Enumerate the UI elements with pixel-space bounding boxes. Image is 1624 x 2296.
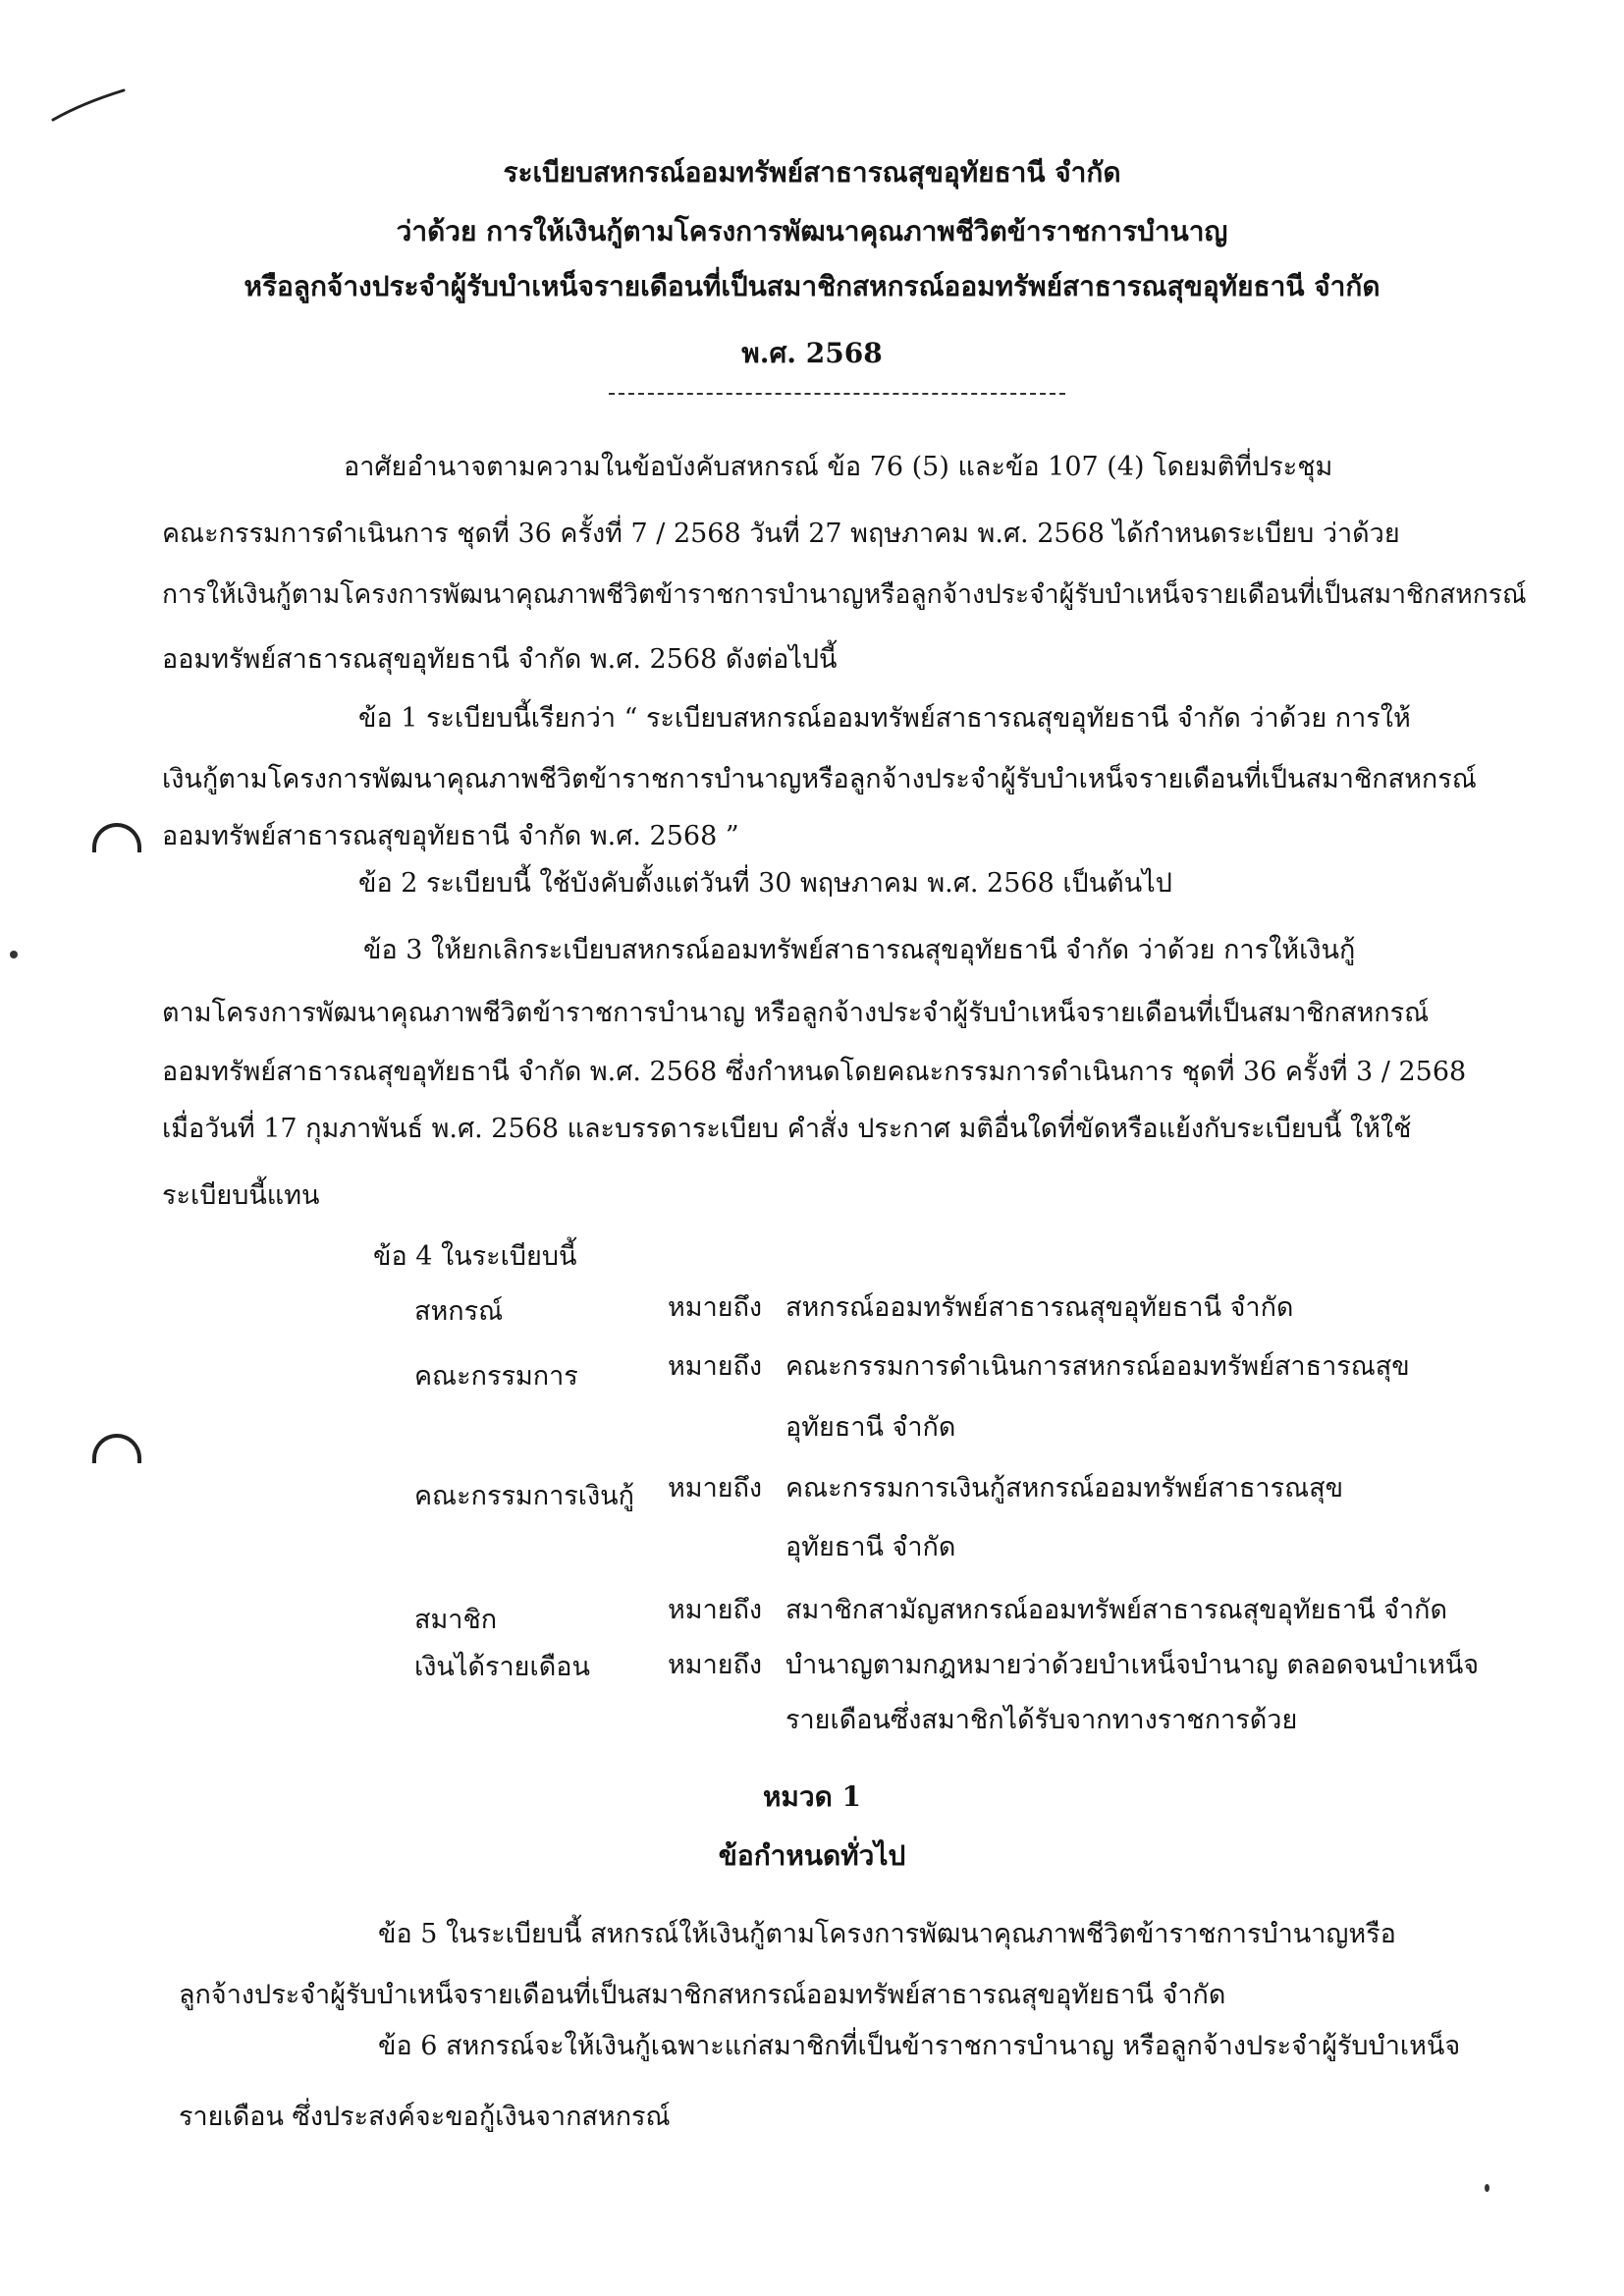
clause3-line: ระเบียบนี้แทน — [162, 1180, 320, 1211]
preamble-line: ออมทรัพย์สาธารณสุขอุทัยธานี จำกัด พ.ศ. 2568 ดังต่อไปนี้ — [162, 644, 838, 675]
definition-text: อุทัยธานี จำกัด — [785, 1412, 956, 1443]
clause3-line: ข้อ 3 ให้ยกเลิกระเบียบสหกรณ์ออมทรัพย์สาธารณสุขอุทัยธานี จำกัด ว่าด้วย การให้เงินกู้ — [363, 935, 1356, 965]
clause3-line: เมื่อวันที่ 17 กุมภาพันธ์ พ.ศ. 2568 และบรรดาระเบียบ คำสั่ง ประกาศ มติอื่นใดที่ขัดหรือแย้งกับระเบียบนี้ ให้ใช้ — [162, 1114, 1412, 1144]
preamble-line: อาศัยอำนาจตามความในข้อบังคับสหกรณ์ ข้อ 76 (5) และข้อ 107 (4) โดยมติที่ประชุม — [344, 452, 1333, 482]
definition-term: เงินได้รายเดือน — [414, 1652, 590, 1682]
definition-term: คณะกรรมการ — [414, 1361, 578, 1392]
definition-term: คณะกรรมการเงินกู้ — [414, 1481, 634, 1511]
document-title-line1: ระเบียบสหกรณ์ออมทรัพย์สาธารณสุขอุทัยธานี จำกัด — [503, 156, 1121, 189]
speck-mark — [10, 951, 18, 958]
clause3-line: ออมทรัพย์สาธารณสุขอุทัยธานี จำกัด พ.ศ. 2568 ซึ่งกำหนดโดยคณะกรรมการดำเนินการ ชุดที่ 36 ครั้งที่ 3 / 2568 — [162, 1057, 1467, 1087]
clause5-line: ข้อ 5 ในระเบียบนี้ สหกรณ์ให้เงินกู้ตามโครงการพัฒนาคุณภาพชีวิตข้าราชการบำนาญหรือ — [378, 1919, 1396, 1949]
clause6-line: รายเดือน ซึ่งประสงค์จะขอกู้เงินจากสหกรณ์ — [179, 2102, 671, 2132]
definition-text: คณะกรรมการเงินกู้สหกรณ์ออมทรัพย์สาธารณสุข — [785, 1473, 1344, 1503]
punch-hole-mark — [92, 823, 141, 852]
clause1-line: เงินกู้ตามโครงการพัฒนาคุณภาพชีวิตข้าราชการบำนาญหรือลูกจ้างประจำผู้รับบำเหน็จรายเดือนที่เป็นสมาชิกสหกรณ์ — [162, 764, 1477, 794]
clause1-line: ออมทรัพย์สาธารณสุขอุทัยธานี จำกัด พ.ศ. 2568 ” — [162, 821, 739, 851]
punch-hole-mark — [92, 1434, 141, 1463]
definition-means: หมายถึง — [668, 1351, 763, 1382]
definition-means: หมายถึง — [668, 1292, 763, 1323]
definition-means: หมายถึง — [668, 1473, 763, 1503]
pen-stroke-mark — [49, 86, 128, 126]
title-separator — [609, 393, 1065, 395]
document-year: พ.ศ. 2568 — [741, 337, 883, 369]
chapter-title: ข้อกำหนดทั่วไป — [718, 1839, 906, 1872]
definition-text: คณะกรรมการดำเนินการสหกรณ์ออมทรัพย์สาธารณสุข — [785, 1351, 1410, 1382]
preamble-line: การให้เงินกู้ตามโครงการพัฒนาคุณภาพชีวิตข้าราชการบำนาญหรือลูกจ้างประจำผู้รับบำเหน็จรายเดือนที่เป็นสมาชิกสหกรณ์ — [162, 579, 1527, 610]
chapter-number: หมวด 1 — [762, 1780, 862, 1813]
definition-means: หมายถึง — [668, 1595, 763, 1625]
clause2-line: ข้อ 2 ระเบียบนี้ ใช้บังคับตั้งแต่วันที่ 30 พฤษภาคม พ.ศ. 2568 เป็นต้นไป — [358, 868, 1172, 899]
speck-mark — [1485, 2184, 1489, 2192]
clause1-line: ข้อ 1 ระเบียบนี้เรียกว่า “ ระเบียบสหกรณ์ออมทรัพย์สาธารณสุขอุทัยธานี จำกัด ว่าด้วย การให้ — [358, 703, 1411, 734]
clause3-line: ตามโครงการพัฒนาคุณภาพชีวิตข้าราชการบำนาญ หรือลูกจ้างประจำผู้รับบำเหน็จรายเดือนที่เป็นสมาชิกสหกรณ์ — [162, 998, 1430, 1028]
definition-means: หมายถึง — [668, 1650, 763, 1680]
preamble-line: คณะกรรมการดำเนินการ ชุดที่ 36 ครั้งที่ 7 / 2568 วันที่ 27 พฤษภาคม พ.ศ. 2568 ได้กำหนดระเบียบ ว่าด้วย — [162, 519, 1400, 549]
definition-term: สมาชิก — [414, 1605, 498, 1635]
definition-term: สหกรณ์ — [414, 1296, 504, 1327]
clause6-line: ข้อ 6 สหกรณ์จะให้เงินกู้เฉพาะแก่สมาชิกที่เป็นข้าราชการบำนาญ หรือลูกจ้างประจำผู้รับบำเหน็จ — [378, 2031, 1461, 2061]
definition-text: สหกรณ์ออมทรัพย์สาธารณสุขอุทัยธานี จำกัด — [785, 1292, 1294, 1323]
definition-text: อุทัยธานี จำกัด — [785, 1532, 956, 1562]
definition-text: รายเดือนซึ่งสมาชิกได้รับจากทางราชการด้วย — [785, 1705, 1298, 1735]
definition-text: สมาชิกสามัญสหกรณ์ออมทรัพย์สาธารณสุขอุทัยธานี จำกัด — [785, 1595, 1448, 1625]
document-title-line2: ว่าด้วย การให้เงินกู้ตามโครงการพัฒนาคุณภาพชีวิตข้าราชการบำนาญ — [396, 215, 1228, 247]
document-title-line3: หรือลูกจ้างประจำผู้รับบำเหน็จรายเดือนที่เป็นสมาชิกสหกรณ์ออมทรัพย์สาธารณสุขอุทัยธานี จำกัด — [244, 270, 1380, 302]
clause4-intro: ข้อ 4 ในระเบียบนี้ — [373, 1241, 577, 1272]
clause5-line: ลูกจ้างประจำผู้รับบำเหน็จรายเดือนที่เป็นสมาชิกสหกรณ์ออมทรัพย์สาธารณสุขอุทัยธานี จำกัด — [179, 1980, 1226, 2010]
definition-text: บำนาญตามกฎหมายว่าด้วยบำเหน็จบำนาญ ตลอดจนบำเหน็จ — [785, 1650, 1480, 1680]
